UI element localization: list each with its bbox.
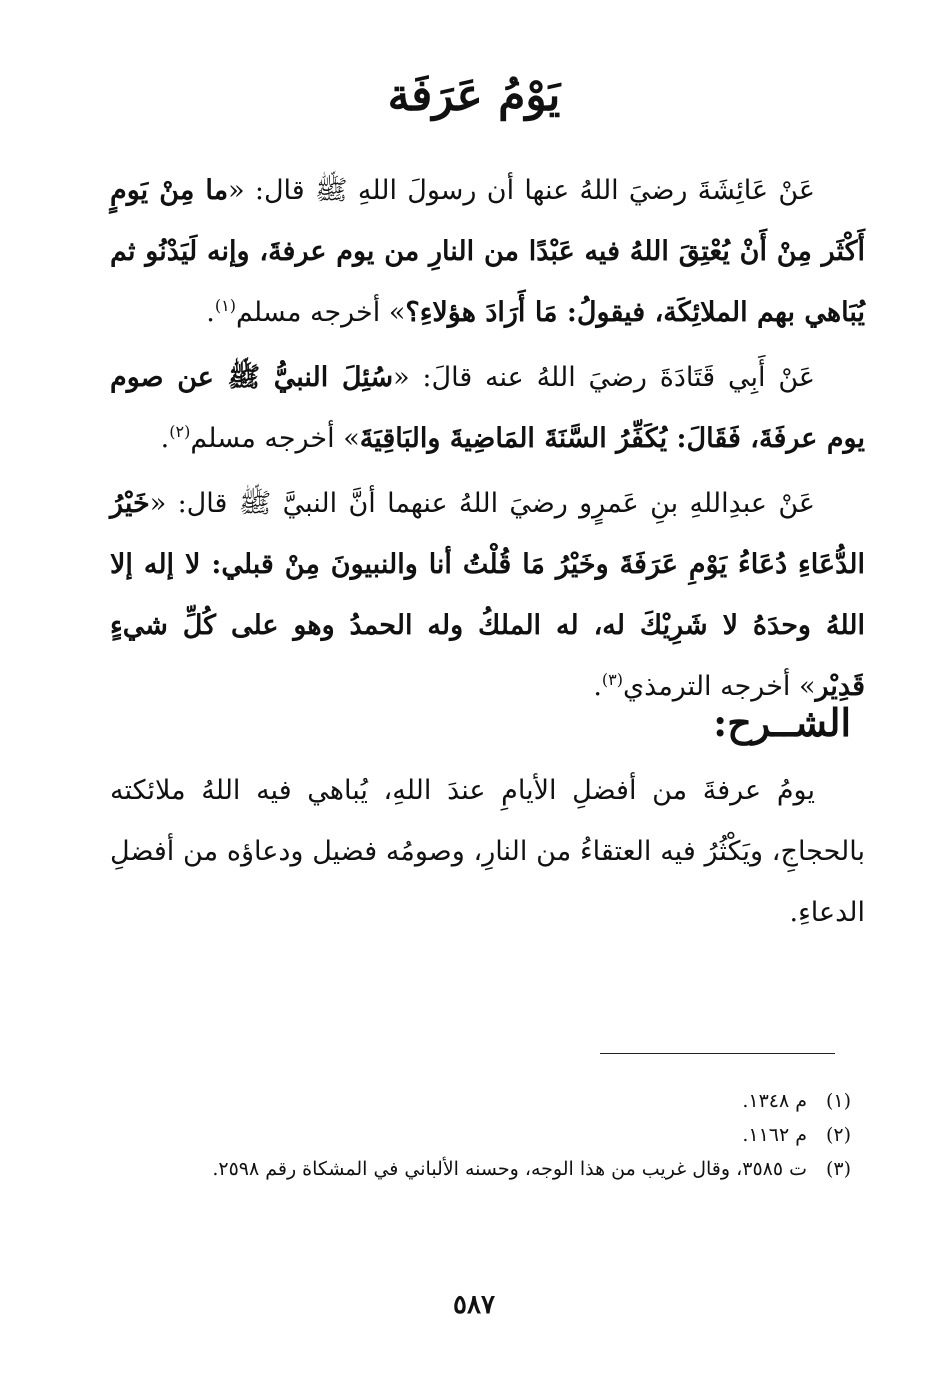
footnote-number: (٣) — [825, 1158, 851, 1180]
hadith-1-intro: عَنْ عَائِشَةَ رضيَ اللهُ عنها أن رسولَ اللهِ ﷺ قال: « — [228, 175, 816, 206]
hadith-3-close: » أخرجه الترمذي — [623, 671, 816, 702]
sharh-section — [110, 760, 865, 943]
footnote-text: م ١٣٤٨. — [742, 1090, 807, 1112]
hadith-2 — [110, 347, 865, 469]
hadith-3 — [110, 473, 865, 717]
footnote-number: (١) — [825, 1090, 851, 1112]
hadith-2-close: » أخرجه مسلم — [190, 423, 360, 454]
hadith-1-end: . — [206, 297, 215, 328]
page-title: يَوْمُ عَرَفَة — [387, 70, 561, 121]
sharh-text: يومُ عرفةَ من أفضلِ الأيامِ عندَ اللهِ، يُباهي فيه اللهُ ملائكته بالحجاجِ، ويَكْثُرُ فيه العتقاءُ من النارِ، وصومُه فضيل ودعاؤه من أفضلِ الدعاءِ. — [110, 775, 865, 928]
hadith-3-footnote-ref: (٣) — [601, 670, 624, 689]
footnote-2 — [151, 1118, 851, 1152]
page-number: ٥٨٧ — [453, 1290, 495, 1320]
hadith-section — [110, 160, 865, 717]
footnote-number: (٢) — [825, 1124, 851, 1146]
footnote-text: ت ٣٥٨٥، وقال غريب من هذا الوجه، وحسنه الألباني في المشكاة رقم ٢٥٩٨. — [212, 1158, 807, 1180]
hadith-2-footnote-ref: (٢) — [169, 422, 191, 441]
footnote-1 — [151, 1084, 851, 1118]
footnote-text: م ١١٦٢. — [742, 1124, 807, 1146]
hadith-2-text: سُئِلَ النبيُّ ﷺ عن صوم يوم عرفَةَ، فَقَالَ: يُكَفِّرُ السَّنَةَ المَاضِيةَ والبَاقِيَةَ — [110, 362, 865, 454]
footnote-divider — [600, 1053, 835, 1054]
hadith-2-end: . — [160, 423, 170, 454]
hadith-3-intro: عَنْ عبدِاللهِ بنِ عَمرٍو رضيَ اللهُ عنهما أنَّ النبيَّ ﷺ قال: « — [149, 488, 815, 519]
hadith-3-text: خَيْرُ الدُّعَاءِ دُعَاءُ يَوْمِ عَرَفَةَ وخَيْرُ مَا قُلْتُ أنا والنبيونَ مِنْ قبلي: لا إله إلا اللهُ وحدَهُ لا شَرِيْكَ له، له الملكُ وله الحمدُ وهو على كُلِّ شيءٍ قَدِيْر — [110, 488, 865, 702]
sharh-heading: الشــرح: — [713, 700, 851, 745]
hadith-1-footnote-ref: (١) — [214, 296, 236, 315]
hadith-2-intro: عَنْ أَبِي قَتَادَةَ رضيَ اللهُ عنه قالَ: « — [393, 362, 815, 393]
footnote-3 — [151, 1152, 851, 1186]
hadith-1-close: » أخرجه مسلم — [235, 297, 406, 328]
hadith-3-end: . — [593, 671, 602, 702]
hadith-1 — [110, 160, 865, 343]
hadith-1-text: ما مِنْ يَومٍ أَكْثَر مِنْ أَنْ يُعْتِقَ اللهُ فيه عَبْدًا من النارِ من يوم عرفةَ، وإنه لَيَدْنُو ثم يُبَاهي بهم الملائِكَة، فيقولُ: مَا أَرَادَ هؤلاءِ؟ — [110, 175, 865, 328]
footnotes — [151, 1084, 851, 1186]
